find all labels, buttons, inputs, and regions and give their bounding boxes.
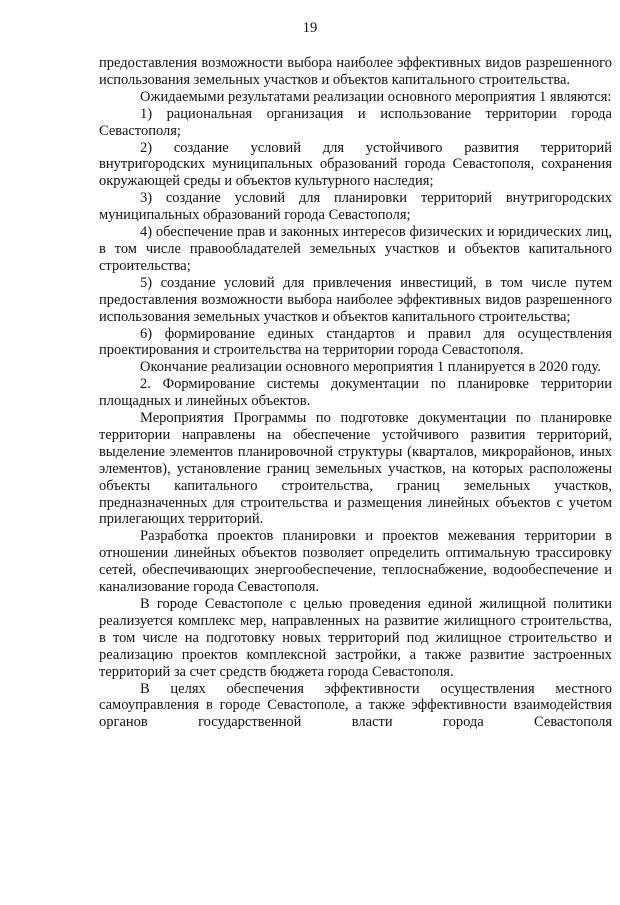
page-number: 19 — [302, 20, 318, 36]
list-item: 6) формирование единых стандартов и правил для осуществления проектирования и строительства на территории города Севастополя. — [99, 325, 612, 359]
list-item: 3) создание условий для планировки территорий внутригородских муниципальных образований города Севастополя; — [99, 190, 612, 224]
list-item: 2) создание условий для устойчивого развития территорий внутригородских муниципальных образований города Севастополя, сохранения окружающей среды и объектов культурного наследия; — [99, 139, 612, 190]
section-heading: 2. Формирование системы документации по планировке территории площадных и линейных объектов. — [99, 376, 612, 410]
list-item: 5) создание условий для привлечения инвестиций, в том числе путем предоставления возможности выбора наиболее эффективных видов разрешенного использования земельных участков и объектов капитального строительства; — [99, 274, 612, 325]
paragraph: В целях обеспечения эффективности осуществления местного самоуправления в городе Севастополе, а также эффективности взаимодействия органов государственной власти города Севастополя — [99, 680, 612, 731]
body-text — [99, 55, 612, 731]
paragraph: Мероприятия Программы по подготовке документации по планировке территории направлены на обеспечение устойчивого развития территорий, выделение элементов планировочной структуры (кварталов, микрорайонов, иных элементов), установление границ земельных участков, на которых расположены объекты капитального строительства, границ земельных участков, предназначенных для строительства и размещения линейных объектов с учетом прилегающих территорий. — [99, 410, 612, 528]
list-item: 4) обеспечение прав и законных интересов физических и юридических лиц, в том числе правообладателей земельных участков и объектов капитального строительства; — [99, 224, 612, 274]
paragraph: Ожидаемыми результатами реализации основного мероприятия 1 являются: — [140, 88, 612, 105]
paragraph: В городе Севастополе с целью проведения единой жилищной политики реализуется комплекс мер, направленных на развитие жилищного строительства, в том числе на подготовку новых территорий под жилищное строительство и реализацию проектов комплексной застройки, а также развитие застроенных территорий за счет средств бюджета города Севастополя. — [99, 596, 612, 680]
paragraph: предоставления возможности выбора наиболее эффективных видов разрешенного использования земельных участков и объектов капитального строительства. — [99, 55, 612, 88]
paragraph: Окончание реализации основного мероприятия 1 планируется в 2020 году. — [140, 359, 601, 376]
list-item: 1) рациональная организация и использование территории города Севастополя; — [99, 105, 612, 139]
paragraph: Разработка проектов планировки и проектов межевания территории в отношении линейных объектов позволяет определить оптимальную трассировку сетей, обеспечивающих энергообеспечение, теплоснабжение, водообеспечение и канализование города Севастополя. — [99, 528, 612, 596]
